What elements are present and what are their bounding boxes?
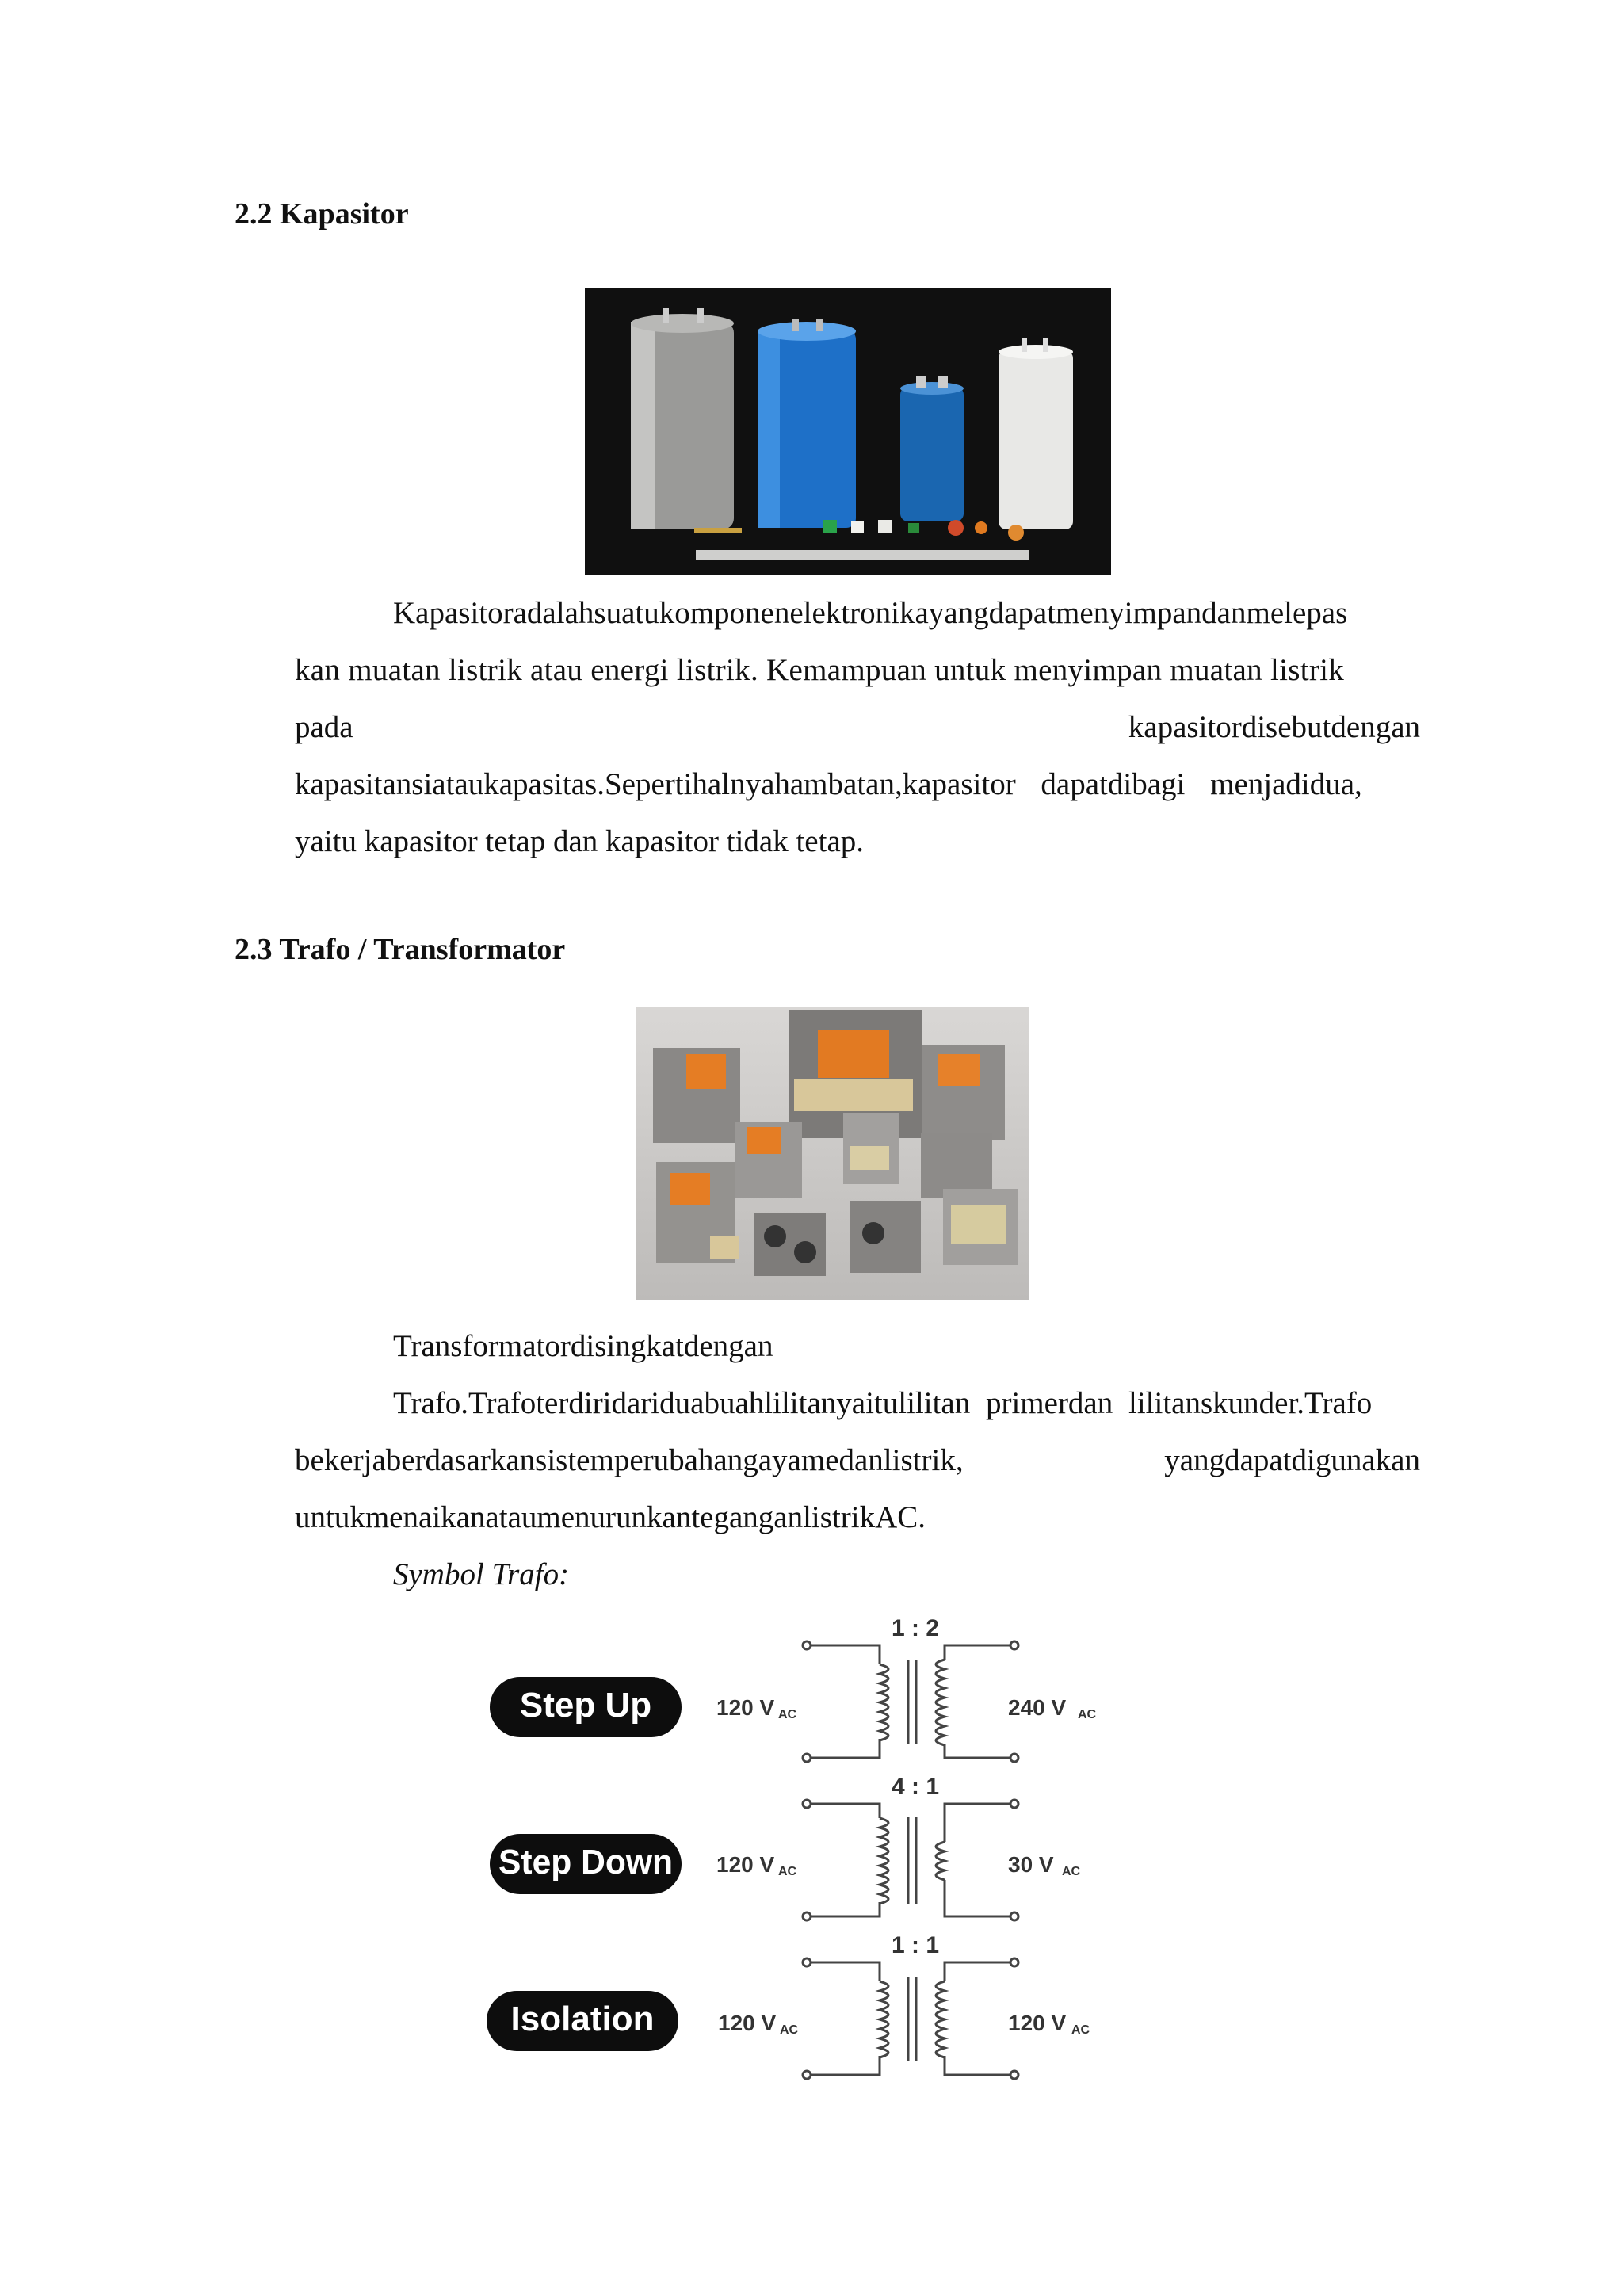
secondary-voltage: 240 V <box>1008 1695 1067 1720</box>
primary-voltage: 120 V <box>716 1852 775 1877</box>
primary-voltage-subscript: AC <box>778 1865 797 1878</box>
ratio-label: 1 : 2 <box>891 1615 940 1641</box>
transformer-symbol-step-up <box>803 1641 1018 1762</box>
secondary-voltage-subscript: AC <box>1071 2023 1090 2037</box>
transformer-symbol-diagram <box>475 1607 1125 2100</box>
paragraph-line: kan muatan listrik atau energi listrik. Kemampuan untuk menyimpan muatan listrik <box>295 653 1345 687</box>
paragraph-line <box>295 1432 1420 1489</box>
paragraph-line: Kapasitoradalahsuatukomponenelektronikayangdapatmenyimpandanmelepas <box>393 596 1348 630</box>
transformer-symbol-step-down <box>803 1800 1018 1920</box>
section-heading-kapasitor: 2.2 Kapasitor <box>235 197 409 231</box>
paragraph-line: Trafo.Trafoterdiridariduabuahlilitanyaitulilitan primerdan lilitanskunder.Trafo <box>393 1386 1373 1420</box>
step-up-label: Step Up <box>519 1686 652 1725</box>
secondary-voltage: 120 V <box>1008 2011 1067 2035</box>
primary-voltage: 120 V <box>718 2011 777 2035</box>
primary-voltage-subscript: AC <box>780 2023 799 2037</box>
paragraph-line: yaitu kapasitor tetap dan kapasitor tidak tetap. <box>295 824 865 858</box>
paragraph-word: kapasitordisebutdengan <box>1128 710 1420 744</box>
isolation-label: Isolation <box>510 2000 655 2038</box>
primary-voltage: 120 V <box>716 1695 775 1720</box>
trafo-paragraph <box>295 1318 1420 1603</box>
diagram-row-isolation <box>487 1932 1090 2079</box>
section-heading-trafo: 2.3 Trafo / Transformator <box>235 933 566 966</box>
paragraph-line: kapasitansiataukapasitas.Sepertihalnyahambatan,kapasitor dapatdibagi menjadidua, <box>295 767 1362 801</box>
step-down-label: Step Down <box>498 1843 673 1881</box>
paragraph-line: Transformatordisingkatdengan <box>393 1329 773 1363</box>
diagram-row-step-up <box>490 1615 1097 1762</box>
paragraph-line: untukmenaikanataumenurunkanteganganlistrikAC. <box>295 1500 926 1534</box>
transformer-photo <box>636 1007 1029 1300</box>
primary-voltage-subscript: AC <box>778 1708 797 1721</box>
kapasitor-paragraph <box>295 585 1420 870</box>
paragraph-line <box>295 699 1420 756</box>
symbol-trafo-label: Symbol Trafo: <box>393 1557 570 1591</box>
transformer-symbol-isolation <box>803 1958 1018 2079</box>
secondary-voltage-subscript: AC <box>1078 1708 1097 1721</box>
secondary-voltage-subscript: AC <box>1062 1865 1081 1878</box>
ratio-label: 4 : 1 <box>891 1774 940 1800</box>
paragraph-word: pada <box>295 710 353 744</box>
capacitor-photo <box>585 288 1111 575</box>
ratio-label: 1 : 1 <box>891 1932 940 1958</box>
paragraph-word: yangdapatdigunakan <box>1164 1443 1420 1477</box>
diagram-row-step-down <box>490 1774 1081 1920</box>
paragraph-word: bekerjaberdasarkansistemperubahangayamedanlistrik, <box>295 1443 964 1477</box>
secondary-voltage: 30 V <box>1008 1852 1054 1877</box>
